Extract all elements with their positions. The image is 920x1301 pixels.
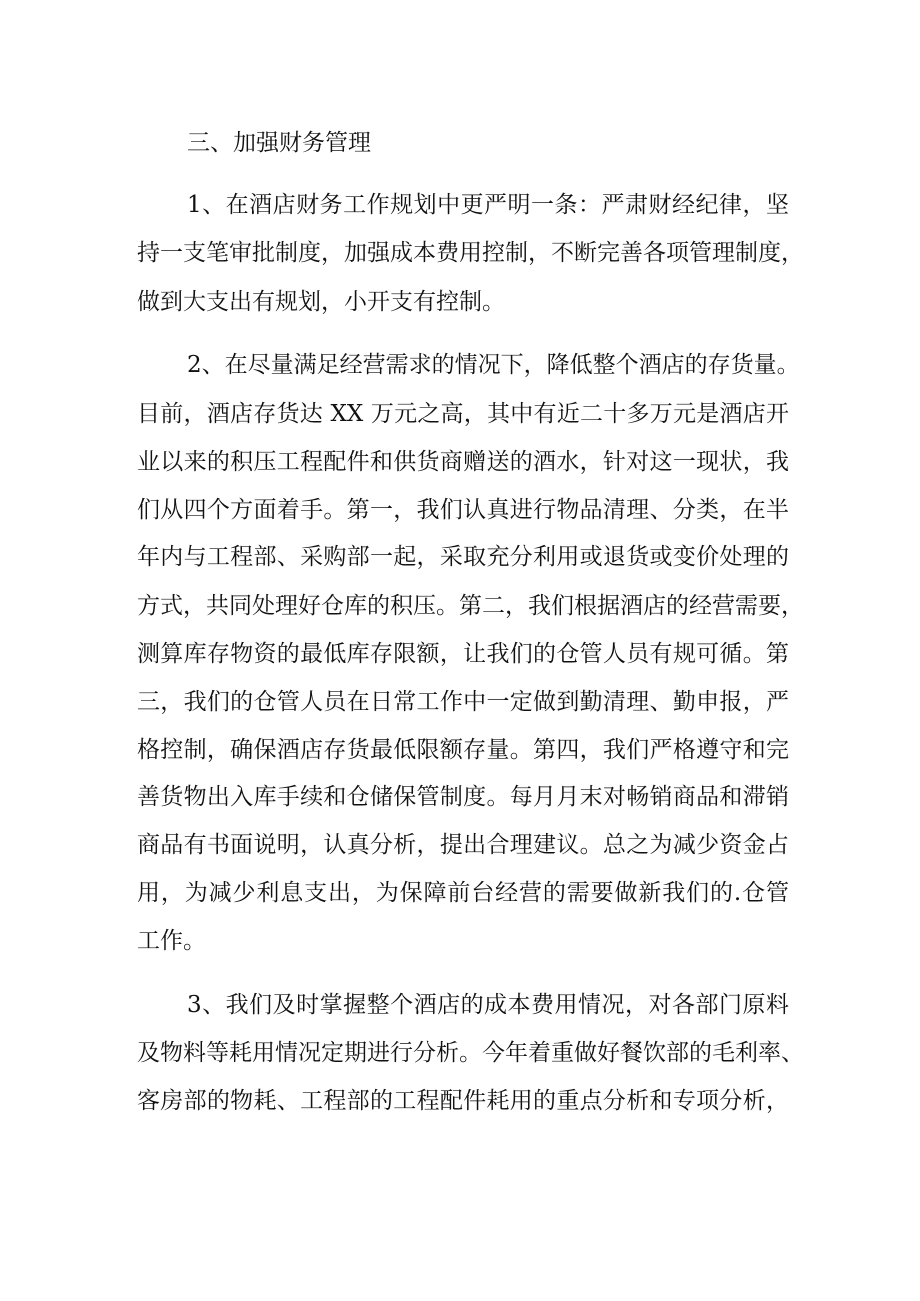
paragraph-2-line-9: 格控制，确保酒店存货最低限额存量。第四，我们严格遵守和完 bbox=[137, 737, 789, 763]
paragraph-2-line-10: 善货物出入库手续和仓储保管制度。每月月末对畅销商品和滞销 bbox=[137, 784, 789, 810]
section-heading: 三、加强财务管理 bbox=[187, 130, 371, 156]
paragraph-1-line-2: 持一支笔审批制度，加强成本费用控制，不断完善各项管理制度， bbox=[137, 240, 804, 266]
paragraph-2-line-13: 工作。 bbox=[137, 928, 206, 954]
paragraph-2-line-12: 用，为减少利息支出，为保障前台经营的需要做新我们的.仓管 bbox=[137, 880, 789, 906]
paragraph-2-line-7: 测算库存物资的最低库存限额，让我们的仓管人员有规可循。第 bbox=[137, 641, 789, 667]
paragraph-1-line-1: 1、在酒店财务工作规划中更严明一条：严肃财经纪律，坚 bbox=[187, 192, 789, 218]
paragraph-2-line-2: 目前，酒店存货达 XX 万元之高，其中有近二十多万元是酒店开 bbox=[137, 401, 789, 427]
paragraph-2-line-6: 方式，共同处理好仓库的积压。第二，我们根据酒店的经营需要， bbox=[137, 593, 804, 619]
paragraph-1-line-3: 做到大支出有规划，小开支有控制。 bbox=[137, 289, 505, 315]
paragraph-2-line-8: 三，我们的仓管人员在日常工作中一定做到勤清理、勤申报，严 bbox=[137, 689, 789, 715]
paragraph-3-line-3: 客房部的物耗、工程部的工程配件耗用的重点分析和专项分析， bbox=[137, 1088, 789, 1114]
paragraph-2-line-1: 2、在尽量满足经营需求的情况下，降低整个酒店的存货量。 bbox=[187, 352, 800, 378]
paragraph-2-line-11: 商品有书面说明，认真分析，提出合理建议。总之为减少资金占 bbox=[137, 832, 789, 858]
paragraph-3-line-1: 3、我们及时掌握整个酒店的成本费用情况，对各部门原料 bbox=[187, 992, 789, 1018]
paragraph-2-line-4: 们从四个方面着手。第一，我们认真进行物品清理、分类，在半 bbox=[137, 497, 789, 523]
paragraph-3-line-2: 及物料等耗用情况定期进行分析。今年着重做好餐饮部的毛利率、 bbox=[137, 1040, 804, 1066]
paragraph-2-line-3: 业以来的积压工程配件和供货商赠送的酒水，针对这一现状，我 bbox=[137, 449, 789, 475]
paragraph-2-line-5: 年内与工程部、采购部一起，采取充分利用或退货或变价处理的 bbox=[137, 544, 789, 570]
